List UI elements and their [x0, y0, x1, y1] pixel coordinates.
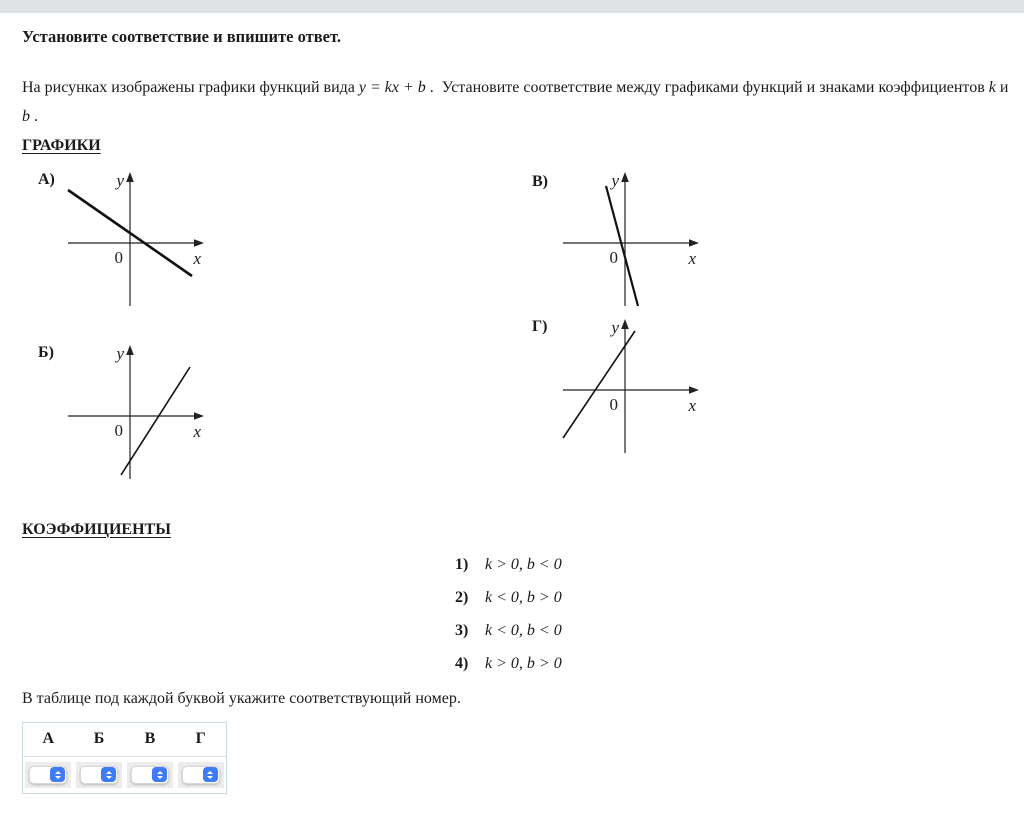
y-axis-label: y [611, 317, 619, 337]
coefficient-option-4 [455, 655, 1004, 675]
question-content [0, 13, 1024, 794]
answer-select-v[interactable] [131, 766, 169, 784]
x-axis-arrow-icon [689, 386, 699, 394]
x-axis-label: x [688, 248, 696, 268]
answer-select-b[interactable] [80, 766, 118, 784]
page-title: Установите соответствие и впишите ответ. [22, 27, 341, 46]
y-axis-label: y [611, 170, 619, 190]
answer-cell-v [125, 756, 176, 793]
select-patch [25, 762, 71, 788]
answer-table-header-row [23, 722, 227, 756]
coefficient-option-2 [455, 589, 1004, 609]
x-axis-arrow-icon [194, 239, 204, 247]
option-formula: k > 0, b > 0 [485, 654, 562, 672]
origin-label: 0 [609, 394, 618, 414]
graph-b-plot [60, 341, 210, 483]
x-axis-arrow-icon [689, 239, 699, 247]
select-patch [127, 762, 173, 788]
answer-column-header-g: Г [176, 722, 227, 756]
formula-y-kx-b: y = kx + b [358, 78, 426, 96]
coefficient-option-3 [455, 622, 1004, 642]
answer-table [22, 722, 227, 794]
answer-select-a[interactable] [29, 766, 67, 784]
x-axis-label: x [193, 421, 201, 441]
y-axis-arrow-icon [126, 172, 134, 182]
select-stepper-icon [152, 767, 167, 782]
chevron-down-icon [55, 776, 61, 779]
graph-v-plot [555, 168, 705, 310]
chevron-up-icon [55, 771, 61, 774]
intro-text-2: . Установите соответствие между графиками функций и знаками коэффициентов [425, 78, 989, 96]
graph-g-plot [555, 315, 705, 457]
option-formula: k > 0, b < 0 [485, 555, 562, 573]
answer-column-header-v: В [125, 722, 176, 756]
x-axis-arrow-icon [194, 412, 204, 420]
y-axis-arrow-icon [621, 172, 629, 182]
graph-label-a: А) [38, 170, 55, 188]
option-formula: k < 0, b < 0 [485, 621, 562, 639]
formula-b: b [22, 107, 30, 125]
intro-text-4: . [30, 107, 38, 125]
answer-cell-a [23, 756, 74, 793]
select-stepper-icon [50, 767, 65, 782]
graphs-panel [22, 163, 1004, 485]
option-number: 2) [455, 588, 469, 606]
intro-paragraph [22, 73, 1012, 131]
option-number: 3) [455, 621, 469, 639]
coefficients-heading: КОЭФФИЦИЕНТЫ [22, 520, 171, 538]
function-line [563, 331, 635, 438]
answer-cell-b [74, 756, 125, 793]
coefficients-list [455, 556, 1004, 675]
function-line [606, 186, 638, 306]
answer-cell-g [176, 756, 227, 793]
y-axis-arrow-icon [621, 319, 629, 329]
select-stepper-icon [101, 767, 116, 782]
answer-column-header-b: Б [74, 722, 125, 756]
origin-label: 0 [609, 247, 618, 267]
chevron-up-icon [106, 771, 112, 774]
x-axis-label: x [688, 395, 696, 415]
intro-text-1: На рисунках изображены графики функций вида [22, 78, 359, 96]
y-axis-label: y [116, 170, 124, 190]
chevron-down-icon [207, 776, 213, 779]
select-patch [76, 762, 122, 788]
select-stepper-icon [203, 767, 218, 782]
answer-select-g[interactable] [182, 766, 220, 784]
function-line [121, 367, 190, 475]
graph-label-g: Г) [532, 317, 548, 335]
origin-label: 0 [114, 247, 123, 267]
graphs-heading: ГРАФИКИ [22, 136, 101, 154]
coefficient-option-1 [455, 556, 1004, 576]
graph-label-b: Б) [38, 343, 54, 361]
formula-k: k [988, 78, 996, 96]
select-patch [178, 762, 224, 788]
chevron-down-icon [157, 776, 163, 779]
option-number: 4) [455, 654, 469, 672]
y-axis-arrow-icon [126, 345, 134, 355]
x-axis-label: x [193, 248, 201, 268]
option-number: 1) [455, 555, 469, 573]
origin-label: 0 [114, 420, 123, 440]
option-formula: k < 0, b > 0 [485, 588, 562, 606]
chevron-down-icon [106, 776, 112, 779]
graph-a-plot [60, 168, 210, 310]
graph-label-v: В) [532, 172, 548, 190]
chevron-up-icon [157, 771, 163, 774]
chevron-up-icon [207, 771, 213, 774]
intro-text-3: и [995, 78, 1009, 96]
answer-column-header-a: А [23, 722, 74, 756]
y-axis-label: y [116, 343, 124, 363]
answer-table-select-row [23, 756, 227, 793]
table-instruction: В таблице под каждой буквой укажите соответствующий номер. [22, 689, 461, 707]
top-bar [0, 0, 1024, 13]
